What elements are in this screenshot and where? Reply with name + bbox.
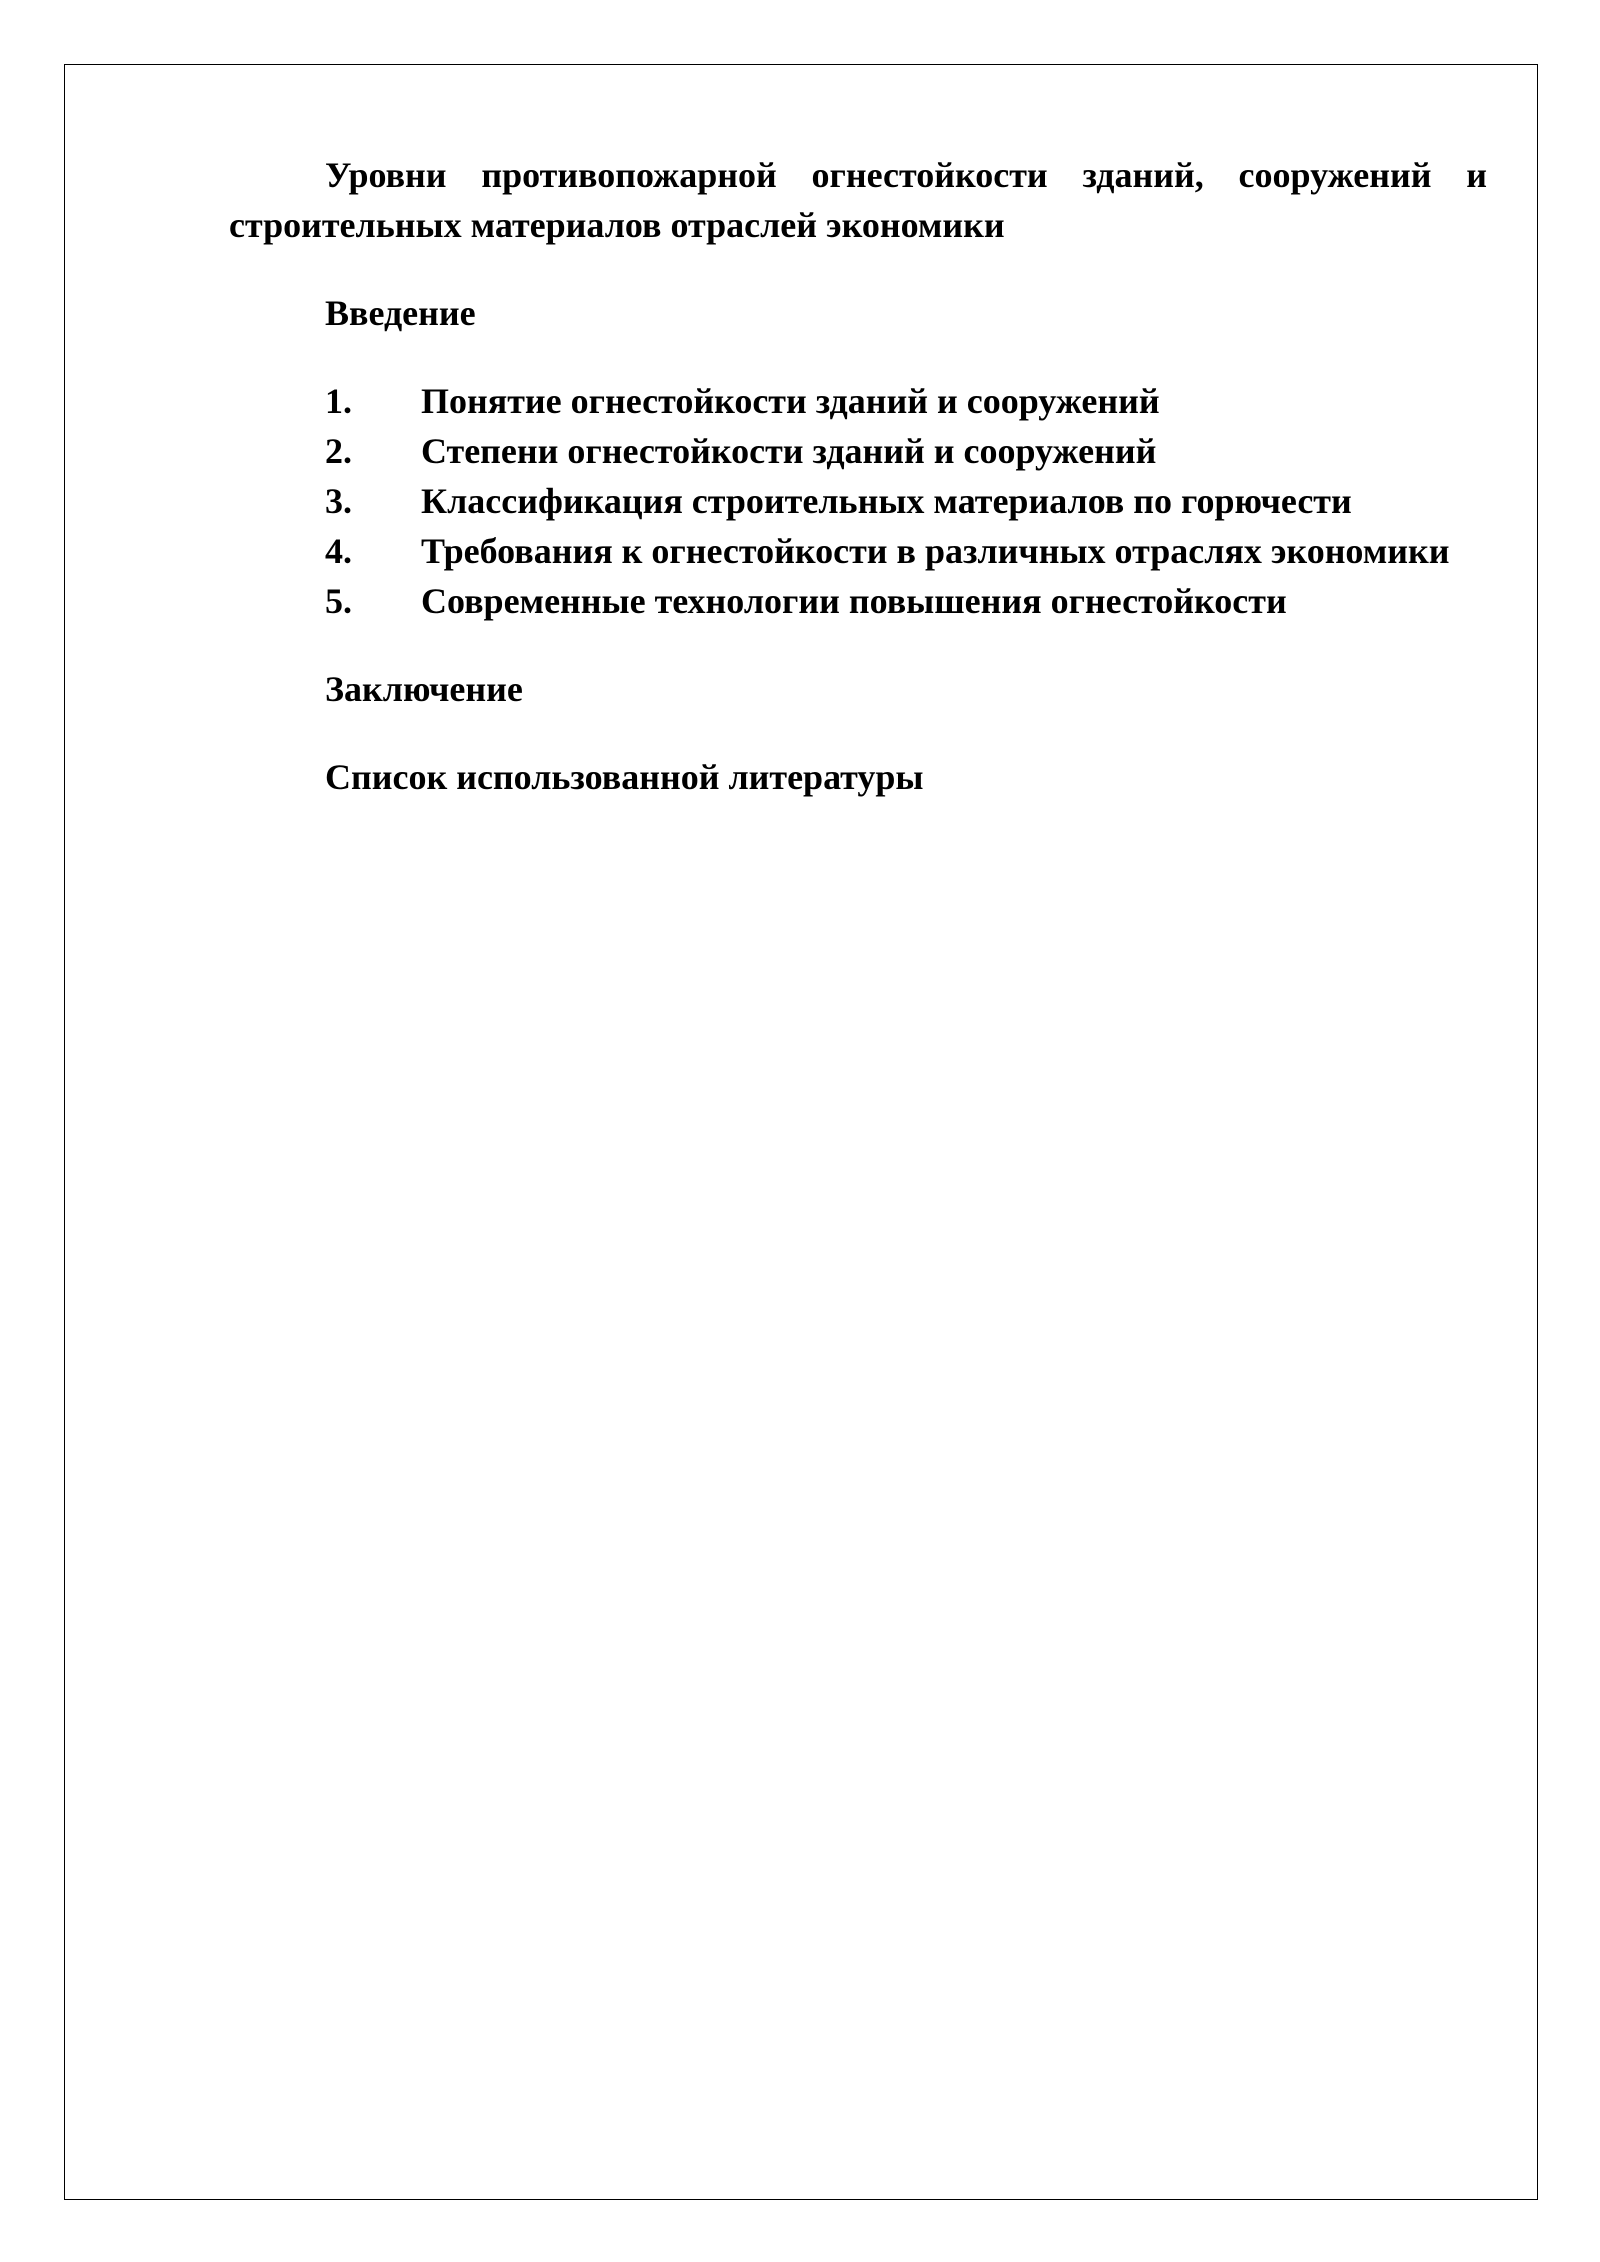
section-item-4 bbox=[229, 526, 1487, 576]
section-number: 3. bbox=[325, 481, 352, 521]
section-item-2 bbox=[229, 426, 1487, 476]
introduction-heading: Введение bbox=[325, 293, 476, 333]
section-label: Современные технологии повышения огнестойкости bbox=[421, 581, 1287, 621]
section-label: Требования к огнестойкости в различных отраслях экономики bbox=[421, 531, 1450, 571]
references-heading: Список использованной литературы bbox=[325, 757, 924, 797]
section-item-3 bbox=[229, 476, 1487, 526]
document-content bbox=[229, 150, 1487, 802]
section-label: Классификация строительных материалов по горючести bbox=[421, 481, 1352, 521]
sections-list bbox=[229, 376, 1487, 626]
section-item-5 bbox=[229, 576, 1487, 626]
section-label: Понятие огнестойкости зданий и сооружений bbox=[421, 381, 1160, 421]
section-item-1 bbox=[229, 376, 1487, 426]
conclusion-heading: Заключение bbox=[325, 669, 523, 709]
section-label: Степени огнестойкости зданий и сооружений bbox=[421, 431, 1157, 471]
document-title: Уровни противопожарной огнестойкости зданий, сооружений и строительных материалов отраслей экономики bbox=[229, 155, 1487, 245]
section-number: 4. bbox=[325, 531, 352, 571]
section-number: 5. bbox=[325, 581, 352, 621]
section-number: 1. bbox=[325, 381, 352, 421]
section-number: 2. bbox=[325, 431, 352, 471]
